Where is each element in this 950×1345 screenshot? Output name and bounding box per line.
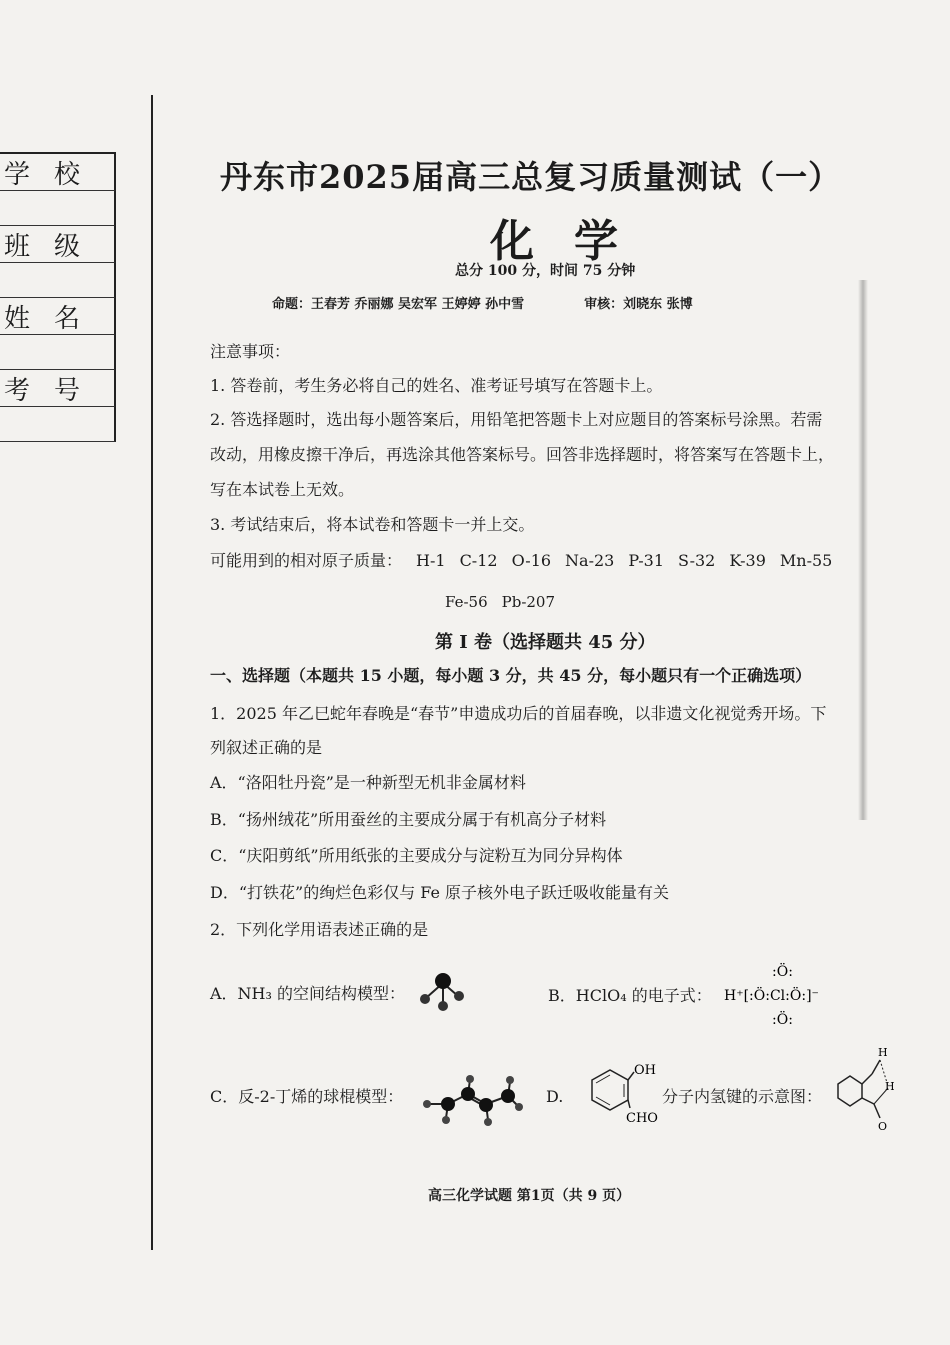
svg-text:O: O	[878, 1120, 888, 1132]
notice-item-2a: 2. 答选择题时，选出每小题答案后，用铅笔把答题卡上对应题目的答案标号涂黑。若需	[210, 410, 823, 429]
q1-option-b: B．“扬州绒花”所用蚕丝的主要成分属于有机高分子材料	[210, 810, 607, 829]
svg-text:CHO: CHO	[626, 1111, 658, 1126]
atomic-mass-row-2	[445, 592, 569, 612]
q2-option-d-label: D.	[546, 1087, 564, 1106]
exam-no-blank	[0, 407, 116, 442]
mass-o: O-16	[511, 551, 552, 570]
svg-text::Ö:: :Ö:	[772, 1012, 793, 1028]
atomic-mass-label: 可能用到的相对原子质量：	[210, 551, 403, 570]
reviewers: 审核：刘晓东 张博	[584, 297, 693, 312]
section-title: 第 Ⅰ 卷（选择题共 45 分）	[435, 632, 656, 653]
scan-shadow	[858, 280, 868, 820]
atomic-mass-row-1	[210, 551, 846, 571]
exam-no-field: 考号	[0, 370, 116, 407]
student-info-table	[0, 152, 116, 442]
salicylaldehyde-structure	[572, 1062, 662, 1128]
hydrogen-bond-diagram	[830, 1046, 900, 1132]
school-field: 学校	[0, 154, 116, 191]
svg-text:H: H	[885, 1080, 895, 1093]
svg-text::Ö:: :Ö:	[772, 964, 793, 980]
q1-option-d: D．“打铁花”的绚烂色彩仅与 Fe 原子核外电子跃迁吸收能量有关	[210, 883, 670, 902]
trans-2-butene-model	[418, 1072, 528, 1132]
notice-item-2c: 写在本试卷上无效。	[210, 480, 355, 499]
notice-item-1: 1. 答卷前，考生务必将自己的姓名、准考证号填写在答题卡上。	[210, 376, 663, 395]
q2-option-a: A．NH₃ 的空间结构模型：	[210, 984, 406, 1003]
class-field: 班级	[0, 226, 116, 263]
q2-option-d-text: 分子内氢键的示意图：	[662, 1087, 823, 1106]
mass-na: Na-23	[565, 551, 615, 570]
score-time: 总分 100 分，时间 75 分钟	[455, 263, 636, 279]
q1-stem-1: 1．2025 年乙巳蛇年春晚是“春节”申遗成功后的首届春晚，以非遗文化视觉秀开场。下	[210, 704, 827, 723]
notice-item-3: 3. 考试结束后，将本试卷和答题卡一并上交。	[210, 515, 535, 534]
mass-pb: Pb-207	[501, 593, 556, 611]
exam-title: 丹东市2025届高三总复习质量测试（一）	[220, 158, 842, 196]
mass-fe: Fe-56	[445, 593, 488, 611]
notice-item-2b: 改动，用橡皮擦干净后，再选涂其他答案标号。回答非选择题时，将答案写在答题卡上，	[210, 445, 835, 464]
class-blank	[0, 263, 116, 298]
svg-text:OH: OH	[634, 1063, 656, 1078]
name-field: 姓名	[0, 298, 116, 335]
q1-option-a: A．“洛阳牡丹瓷”是一种新型无机非金属材料	[210, 773, 526, 792]
name-blank	[0, 335, 116, 370]
page-footer: 高三化学试题 第1页（共 9 页）	[428, 1188, 631, 1204]
q1-option-c: C．“庆阳剪纸”所用纸张的主要成分与淀粉互为同分异构体	[210, 846, 623, 865]
q1-stem-2: 列叙述正确的是	[210, 738, 323, 757]
q2-option-c: C．反-2-丁烯的球棍模型：	[210, 1087, 404, 1106]
svg-text:H: H	[878, 1046, 888, 1059]
q2-option-b: B．HClO₄ 的电子式：	[548, 986, 712, 1005]
svg-text:H⁺[:Ö:Cl:Ö:]⁻: H⁺[:Ö:Cl:Ö:]⁻	[724, 988, 819, 1004]
mass-c: C-12	[459, 551, 498, 570]
part-one-heading: 一、选择题（本题共 15 小题，每小题 3 分，共 45 分，每小题只有一个正确选项）	[210, 666, 812, 685]
mass-mn: Mn-55	[779, 551, 833, 570]
mass-k: K-39	[729, 551, 766, 570]
school-blank	[0, 191, 116, 226]
nh3-model-figure	[418, 965, 468, 1015]
q2-stem: 2．下列化学用语表述正确的是	[210, 920, 429, 939]
mass-p: P-31	[628, 551, 665, 570]
author-line	[272, 293, 693, 312]
binding-line	[151, 95, 153, 1250]
mass-s: S-32	[678, 551, 716, 570]
subject-title: 化学	[490, 216, 658, 267]
mass-h: H-1	[416, 551, 446, 570]
notice-heading: 注意事项：	[210, 342, 291, 361]
hclo4-electron-formula	[722, 958, 832, 1030]
authors: 命题：王春芳 乔丽娜 吴宏军 王婷婷 孙中雪	[272, 297, 525, 312]
